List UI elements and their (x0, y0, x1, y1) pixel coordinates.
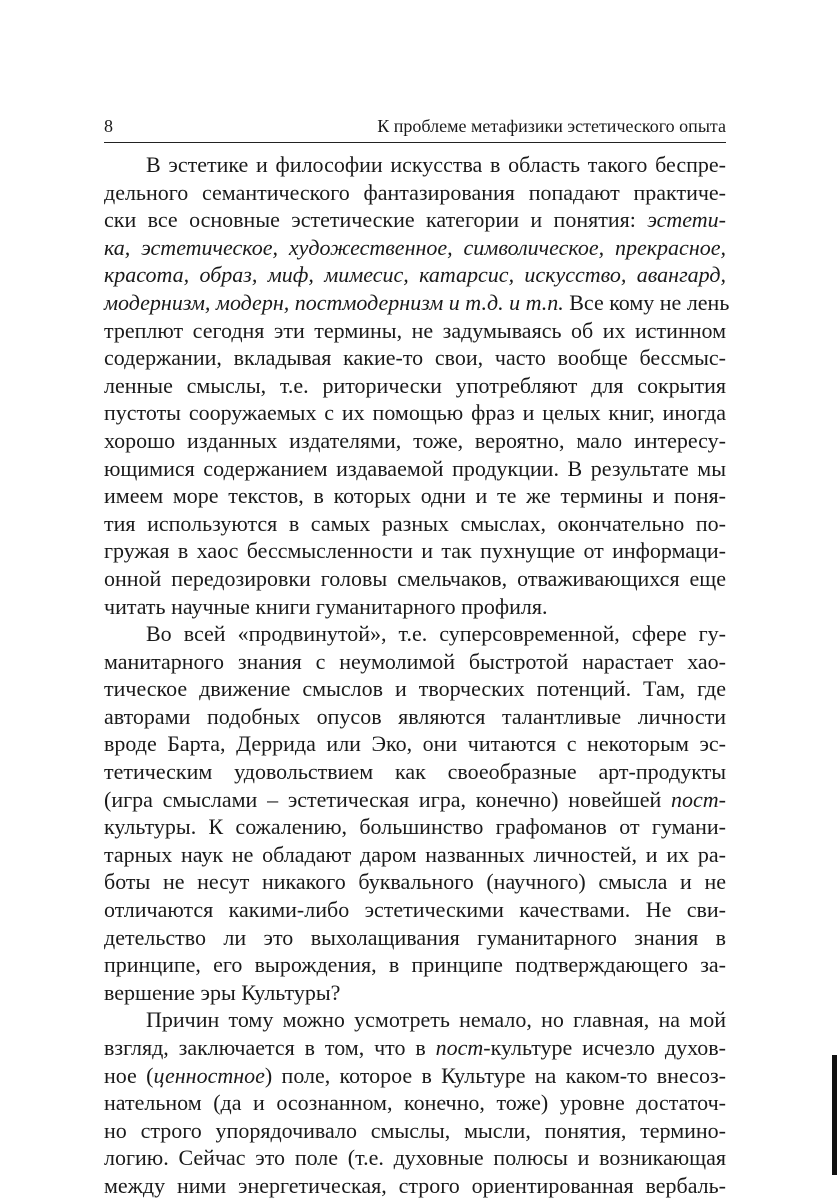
text-line (104, 455, 726, 483)
text-line (104, 1062, 726, 1090)
text-segment: логию. Сейчас это поле (т.е. духовные полюсы и возникающая (104, 1145, 726, 1171)
text-line (104, 730, 726, 758)
text-line (104, 1172, 726, 1200)
text-line (104, 510, 726, 538)
text-line (104, 317, 726, 345)
italic-text-segment: ценностное (153, 1062, 265, 1088)
text-segment: принципе, его вырождения, в принципе подтверждающего за- (104, 952, 726, 978)
text-line (104, 565, 726, 593)
text-segment: нательном (да и осознанном, конечно, тоже) уровне достаточ- (104, 1090, 726, 1116)
italic-text-segment: красота, образ, миф, мимесис, катарсис, искусство, авангард, (104, 262, 726, 288)
text-segment: онной передозировки головы смельчаков, отваживающихся еще (104, 565, 726, 591)
text-segment: взгляд, заключается в том, что в (104, 1035, 436, 1060)
text-segment: тетическим удовольствием как своеобразные арт-продукты (104, 759, 726, 785)
text-segment: - (718, 786, 726, 812)
text-segment: читать научные книги гуманитарного профиля. (104, 593, 548, 619)
text-line (104, 399, 726, 427)
text-line (104, 372, 726, 400)
text-segment: содержании, вкладывая какие-то свои, часто вообще бессмыс- (104, 345, 726, 371)
text-line (104, 593, 726, 621)
text-line (104, 786, 726, 814)
text-line (104, 1034, 726, 1062)
text-segment: тическое движение смыслов и творческих потенций. Там, где (104, 676, 726, 702)
italic-text-segment: эстети- (647, 207, 726, 233)
text-line (104, 675, 726, 703)
text-line (104, 648, 726, 676)
text-line (104, 482, 726, 510)
text-line (104, 979, 726, 1007)
text-line (104, 620, 726, 648)
page-edge-marker (832, 1055, 837, 1175)
text-line (104, 179, 726, 207)
text-segment: -культуре исчезло духов- (483, 1035, 726, 1060)
text-segment: (игра смыслами – эстетическая игра, конечно) новейшей (104, 786, 672, 812)
text-segment: хорошо изданных издателями, тоже, вероятно, мало интересу- (104, 427, 726, 453)
text-line (104, 813, 726, 841)
text-segment: Все кому не лень (563, 289, 730, 315)
body-text (104, 151, 730, 1200)
italic-text-segment: ка, эстетическое, художественное, символическое, прекрасное, (104, 234, 726, 260)
text-line (104, 234, 726, 262)
text-line (104, 151, 726, 179)
page-number: 8 (104, 116, 113, 136)
text-segment: между ними энергетическая, строго ориентированная вербаль- (104, 1172, 726, 1198)
text-segment: отличаются какими-либо эстетическими качествами. Не сви- (104, 897, 726, 923)
text-line (104, 896, 726, 924)
italic-text-segment: пост (671, 786, 719, 812)
text-segment: культуры. К сожалению, большинство графоманов от гумани- (104, 814, 726, 840)
text-segment: тарных наук не обладают даром названных личностей, и их ра- (104, 841, 726, 867)
text-line (104, 261, 726, 289)
text-segment: авторами подобных опусов являются талантливые личности (104, 703, 726, 729)
italic-text-segment: модернизм, модерн, постмодернизм и т.д. и т.п. (104, 289, 564, 315)
text-segment: боты не несут никакого буквального (научного) смысла и не (104, 869, 726, 895)
text-line (104, 868, 726, 896)
text-line (104, 1144, 726, 1172)
text-segment: ски все основные эстетические категории и понятия: (104, 207, 648, 233)
text-segment: ) поле, которое в Культуре на каком-то внесоз- (264, 1062, 726, 1088)
text-segment: гружая в хаос бессмысленности и так пухнущие от информаци- (104, 538, 726, 564)
text-line (104, 537, 726, 565)
text-segment: Причин тому можно усмотреть немало, но главная, на мой (146, 1007, 726, 1033)
text-line (104, 289, 730, 317)
text-segment: манитарного знания с неумолимой быстротой нарастает хао- (104, 648, 726, 674)
text-line (104, 1006, 726, 1034)
text-segment: ное ( (104, 1062, 154, 1088)
running-title: К проблеме метафизики эстетического опыта (377, 116, 726, 136)
text-line (104, 206, 726, 234)
text-segment: дельного семантического фантазирования попадают практиче- (104, 179, 726, 205)
text-segment: вершение эры Культуры? (104, 979, 341, 1005)
text-segment: вроде Барта, Деррида или Эко, они читаются с некоторым эс- (104, 731, 726, 757)
text-segment: но строго упорядочивало смыслы, мысли, понятия, термино- (104, 1117, 726, 1143)
text-segment: треплют сегодня эти термины, не задумываясь об их истинном (104, 317, 726, 343)
text-segment: тия используются в самых разных смыслах, окончательно по- (104, 510, 726, 536)
text-segment: детельство ли это выхолащивания гуманитарного знания в (104, 924, 726, 950)
text-line (104, 703, 726, 731)
text-segment: В эстетике и философии искусства в область такого беспре- (146, 152, 726, 177)
text-segment: пустоты сооружаемых с их помощью фраз и целых книг, иногда (104, 400, 726, 426)
text-line (104, 1117, 726, 1145)
text-segment: ленные смыслы, т.е. риторически употребляют для сокрытия (104, 372, 726, 398)
text-line (104, 841, 726, 869)
text-line (104, 924, 726, 952)
text-line (104, 951, 726, 979)
page-header (104, 112, 726, 143)
text-line (104, 427, 726, 455)
italic-text-segment: пост (435, 1035, 484, 1060)
text-line (104, 758, 726, 786)
text-segment: ющимися содержанием издаваемой продукции. В результате мы (104, 455, 726, 481)
text-line (104, 344, 726, 372)
text-segment: имеем море текстов, в которых одни и те же термины и поня- (104, 483, 726, 509)
text-segment: Во всей «продвинутой», т.е. суперсовременной, сфере гу- (146, 621, 726, 647)
text-line (104, 1089, 726, 1117)
